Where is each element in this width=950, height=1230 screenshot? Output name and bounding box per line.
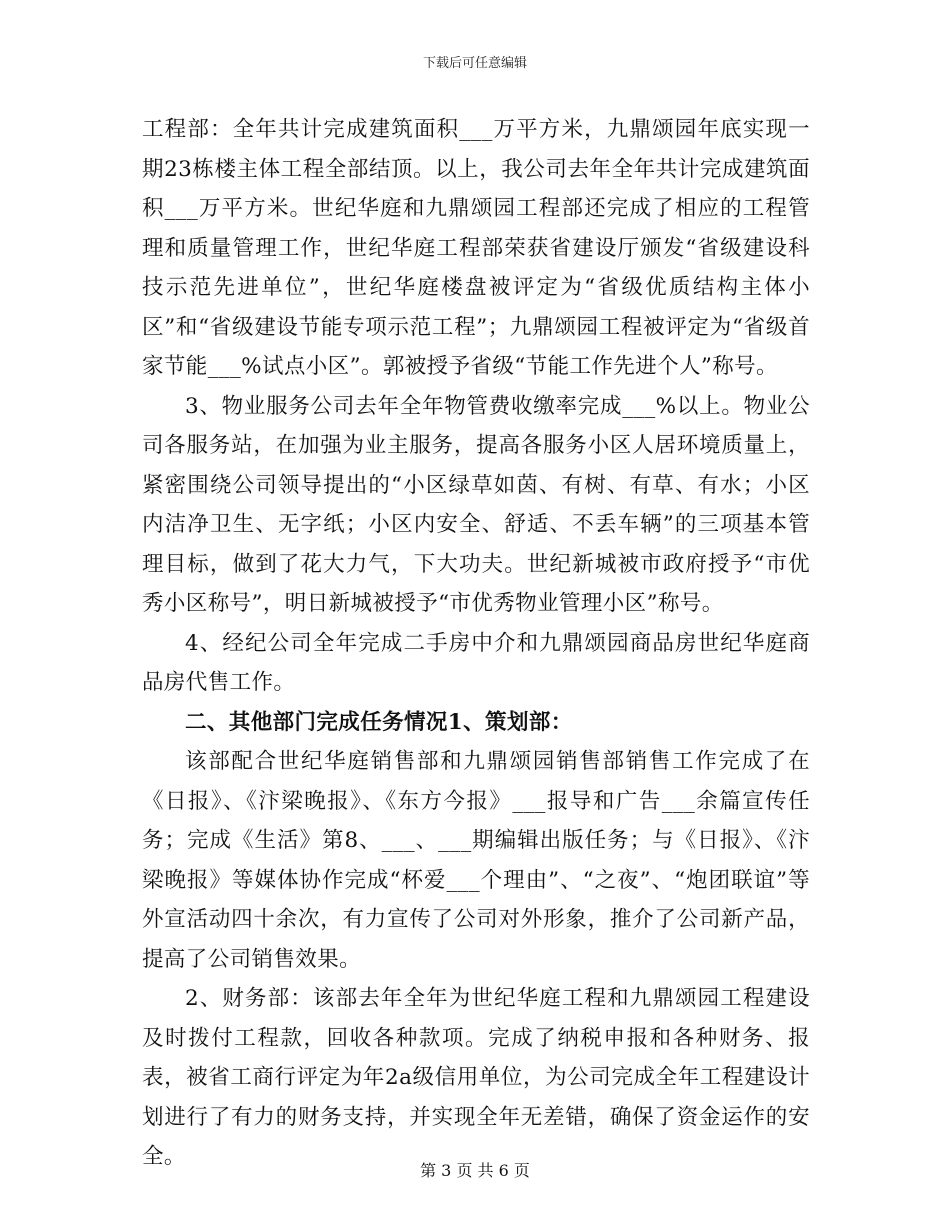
page-header: 下载后可任意编辑	[422, 56, 527, 71]
section-heading-other-departments: 二、其他部门完成任务情况1、策划部：	[185, 709, 573, 735]
document-body	[142, 110, 810, 1177]
page-footer: 第 3 页 共 6 页	[420, 1161, 530, 1180]
paragraph-planning: 该部配合世纪华庭销售部和九鼎颂园销售部销售工作完成了在《日报》、《汴梁晚报》、《东方今报》___报导和广告___余篇宣传任务；完成《生活》第8、___、___期编辑出版任务；与《日报》、《汴梁晚报》等媒体协作完成“杯爱___个理由”、“之夜”、“炮团联谊”等外宣活动四十余次，有力宣传了公司对外形象，推介了公司新产品，提高了公司销售效果。	[142, 749, 810, 972]
paragraph-engineering: 工程部：全年共计完成建筑面积___万平方米，九鼎颂园年底实现一期23栋楼主体工程全部结顶。以上，我公司去年全年共计完成建筑面积___万平方米。世纪华庭和九鼎颂园工程部还完成了相应的工程管理和质量管理工作，世纪华庭工程部荣获省建设厅颁发“省级建设科技示范先进单位”，世纪华庭楼盘被评定为“省级优质结构主体小区”和“省级建设节能专项示范工程”；九鼎颂园工程被评定为“省级首家节能___%试点小区”。郭被授予省级“节能工作先进个人”称号。	[142, 117, 810, 379]
paragraph-brokerage: 4、经纪公司全年完成二手房中介和九鼎颂园商品房世纪华庭商品房代售工作。	[142, 630, 810, 695]
paragraph-finance: 2、财务部：该部去年全年为世纪华庭工程和九鼎颂园工程建设及时拨付工程款，回收各种款项。完成了纳税申报和各种财务、报表，被省工商行评定为年2a级信用单位，为公司完成全年工程建设计划进行了有力的财务支持，并实现全年无差错，确保了资金运作的安全。	[142, 986, 810, 1169]
paragraph-property-service: 3、物业服务公司去年全年物管费收缴率完成___%以上。物业公司各服务站，在加强为业主服务，提高各服务小区人居环境质量上，紧密围绕公司领导提出的“小区绿草如茵、有树、有草、有水；小区内洁净卫生、无字纸；小区内安全、舒适、不丢车辆”的三项基本管理目标，做到了花大力气，下大功夫。世纪新城被市政府授予“市优秀小区称号”，明日新城被授予“市优秀物业管理小区”称号。	[142, 393, 810, 616]
